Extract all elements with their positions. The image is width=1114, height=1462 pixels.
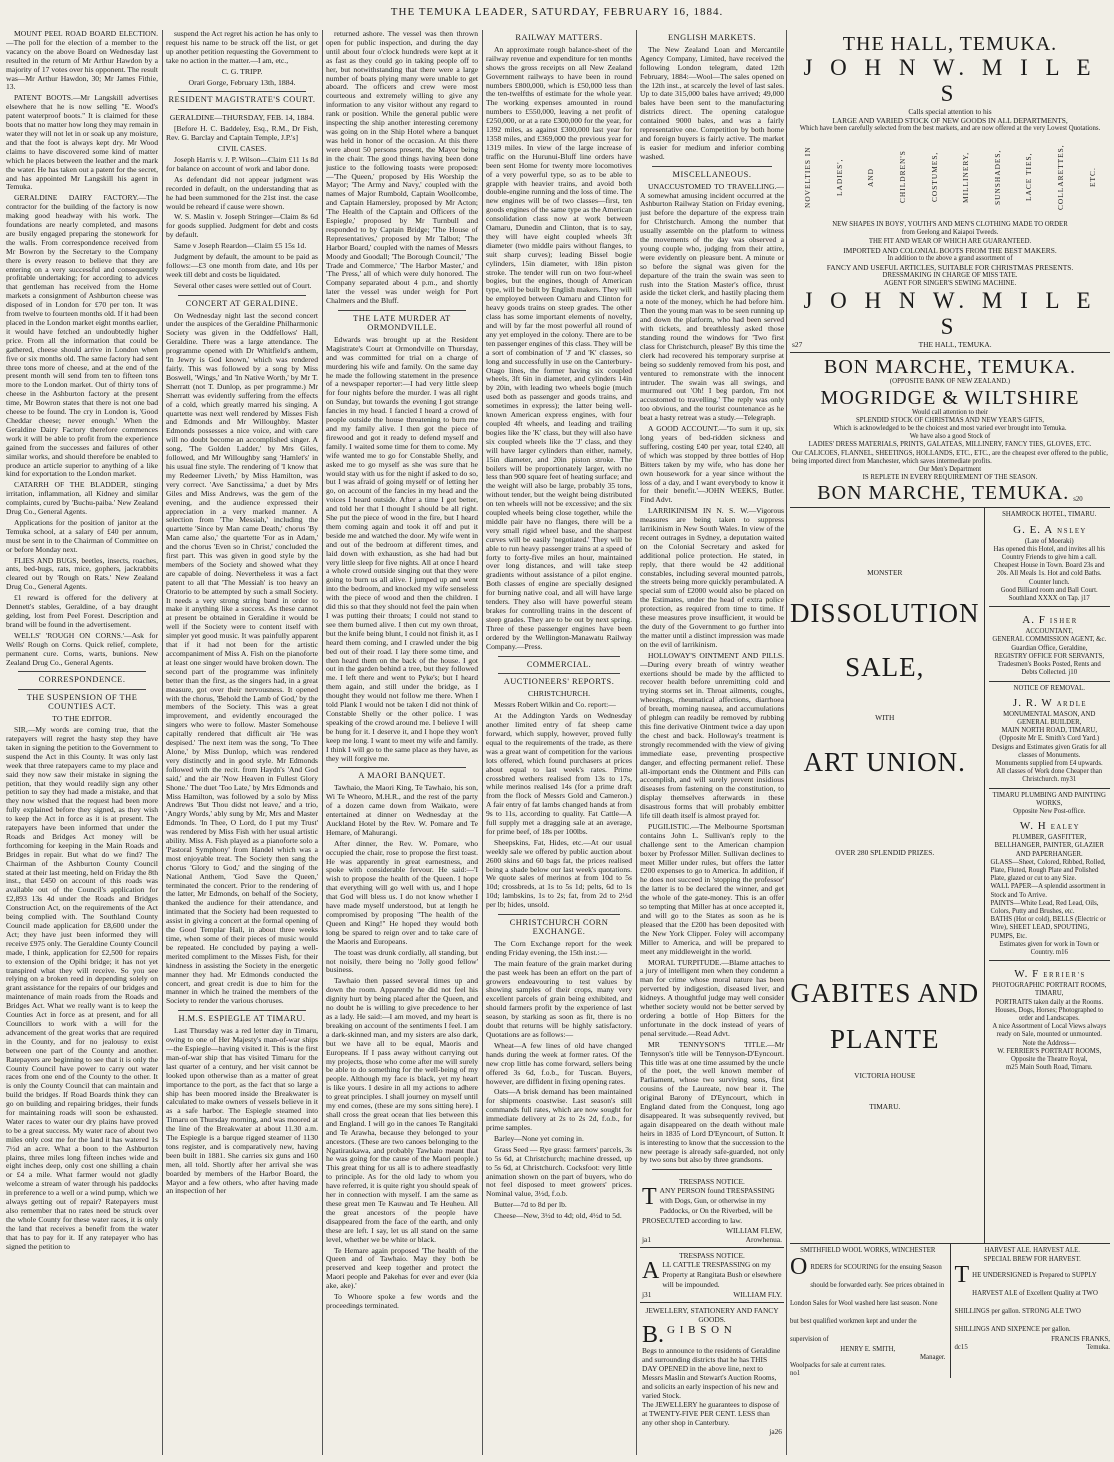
ad-line: LARGE AND VARIED STOCK OF NEW GOODS IN ALL DEPARTMENTS,: [832, 116, 1068, 125]
ad-line: SPLENDID STOCK OF CHRISTMAS AND NEW YEAR'S GIFTS,: [855, 416, 1045, 424]
article-paragraph: To Whoore spoke a few words and the proceedings terminated.: [326, 1292, 478, 1310]
ad-line: m25 Main South Road, Timaru.: [1006, 1064, 1093, 1072]
ad-line: Monuments supplied from £4 upwards.: [995, 759, 1103, 767]
ad-heading: SMITHFIELD WOOL WORKS, WINCHESTER: [800, 1247, 936, 1255]
ad-line: Note the Address—: [1022, 1039, 1077, 1047]
article-paragraph: At the Addington Yards on Wednesday another limited entry of fat sheep came forward, which supply, however, proved fully equal to the requirements of the trade, as there was a great want of competition for the various lots offered, which found purchasers at prices about equal to last week's rates. Prime crossbred wethers realised from 13s to 17s, while merinos realised 14s (for a prime draft from the flock of Messrs Gold and Cameron.) A fair entry of fat lambs changed hands at from 9s to 11s, according to quality. Fat Cattle—A full supply met a dragging sale at an average, for prime beef, of 18s per 100lbs.: [486, 711, 632, 836]
article-heading: THE SUSPENSION OF THE COUNTIES ACT.: [26, 693, 138, 712]
article-paragraph: MR TENNYSON'S TITLE.—Mr Tennyson's title will be Tennyson-D'Eyncourt. This title was at one time assumed by the uncle of the poet, the well known member of Parliament, whose two surviving sons, first cousins of the Laureate, now bear it. The original Barony of D'Eyncourt, which in England dated from the Conquest, long ago disappeared. It was subsequently revived, but again disappeared on the death without male heirs in 1835 of Lord D'Eyncourt, of Sutton. It is interesting to know that the succession to the new peerage is already safe-guarded, not only by two sons but also by three grandsons.: [640, 1039, 784, 1165]
ad-heading: SALE,: [845, 652, 925, 683]
section-rule: [498, 656, 620, 657]
ad-title: JEWELLERY, STATIONERY AND FANCY GOODS.: [645, 1305, 779, 1324]
drop-initial: T: [954, 1261, 970, 1288]
ad-line: THE HALL, TEMUKA.: [918, 340, 992, 350]
article-paragraph: WELLS' 'ROUGH ON CORNS.'—Ask for Wells' Rough on Corns. Quick relief, complete, permanent cure. Corns, warts, bunions. New Zealand Drug Co., General Agents.: [6, 630, 158, 667]
ad-line: In addition to the above a grand assortment of: [887, 254, 1013, 262]
article-heading: C. G. TRIPP.: [221, 66, 263, 76]
ad-line: REGISTRY OFFICE FOR SERVANTS,: [994, 652, 1105, 660]
notice-title: TRESPASS NOTICE.: [679, 1251, 745, 1260]
notice-title: TRESPASS NOTICE.: [679, 1177, 745, 1187]
article-heading: RAILWAY MATTERS.: [515, 33, 603, 42]
section-rule: [652, 166, 772, 167]
drop-initial: A: [642, 1258, 660, 1284]
ad-text: RDERS for SCOURING for the ensuing Season should be forwarded early. See prices obtained in London Sales for Wool washed here last season. None but best qualified workmen kept and under the supervision of: [790, 1263, 945, 1343]
ad-line: DRESSMAKING IN CHARGE OF MISS TATE.: [882, 272, 1018, 280]
article-heading: MISCELLANEOUS.: [672, 169, 752, 179]
article-paragraph: £1 reward is offered for the delivery at Dennett's stables, Geraldine, of a bay draught gelding, lost from Peel Forest. Description and brand will be found in the advertisement.: [6, 593, 158, 629]
ad-text: Begs to announce to the residents of Geraldine and surrounding districts that he has THIS DAY OPENED in the above line, next to Messrs Maslin and Stewart's Auction Rooms, and solicits an early inspection of his new and varied Stock.: [642, 1345, 781, 1400]
ad-heading: SHAMROCK HOTEL, TIMARU.: [1002, 511, 1097, 519]
article-paragraph: The toast was drunk cordially, all standing, but not noisily, there being no 'Jolly good fellow' business.: [326, 947, 478, 975]
fisher-ad: [989, 607, 1111, 681]
article-paragraph: Messrs Robert Wilkin and Co. report:—: [494, 700, 616, 710]
column-4: [486, 30, 632, 1455]
ad-code: m16: [1055, 948, 1068, 956]
section-rule: [338, 310, 466, 311]
article-paragraph: Last Thursday was a red letter day in Timaru, owing to one of Her Majesty's man-of-war ships—the Espiegle—having visited it. This is the first man-of-war ship that has visited Timaru for the last quarter of a century, and her visit cannot be looked upon otherwise than as a matter of great importance to the port, as the fact that so large a ship has been moored inside the Breakwater is calculated to make owners of vessels believe in it as a safe harbor. The Espiegle steamed into Timaru on Thursday morning, and was moored at the line of the Breakwater at about 11.30 a.m. The Espiegle is a barque rigged steamer of 1130 tons register, and is comparatively new, having been built in 1881. She carries six guns and 160 men, all told. Shortly after her arrival she was boarded by members of the Harbor Board, the Mayor and a few others, who after having made an inspection of her: [166, 1026, 318, 1196]
ad-line: PORTRAITS taken daily at the Rooms.: [995, 998, 1104, 1006]
section-rule: [178, 1010, 306, 1011]
notice-text: LL CATTLE TRESPASSING on my Property at Rangitata Bush or elsewhere will be impounded.: [662, 1260, 782, 1289]
ad-code: dc15: [954, 1344, 968, 1352]
article-heading: CHRISTCHURCH CORN EXCHANGE.: [509, 918, 609, 936]
section-rule: [178, 295, 306, 296]
notice-signature: WILLIAM FLY.: [733, 1289, 782, 1299]
article-paragraph: UNACCUSTOMED TO TRAVELLING.—A somewhat amusing incident occurred at the Ashburton Railway Station on Friday evening, just before the departure of the express train for Christchurch. Among the number that usually assemble on the platform to witness the movements of the day was observed a young couple who, judging from their attire, were evidently on pleasure bent. A minute or so before the signal was given for the departure of the train the swain was seen to rush into the Station Master's office, thrust aside the ticket clerk, and hastily placing them a note of the money, which he had before him. Then the young man was to be seen running up and down the platform, who had been served with tickets, and breathlessly asked those standing round the windows for 'Two first class for Christchurch, please!' By this time the clerk had recovered his temporary surprise at being so suddenly removed from his post, and ventured to remonstrate with the innocent intruder. The swain was all swings, and murmured out 'Oh! I beg pardon, I'm not accustomed to travelling.' The reply was only too obvious, and the tourist countenance as he beat a hasty retreat was a study.—Telegraph.: [640, 181, 784, 423]
ad-heading: DISSOLUTION: [790, 598, 980, 629]
vertical-item: LACE TIES,: [1024, 152, 1034, 202]
ad-heading: PLANTE: [830, 1024, 940, 1055]
section-rule: [18, 671, 146, 672]
article-paragraph: A GOOD ACCOUNT.—'To sum it up, six long years of bed-ridden sickness and suffering, costing £40 per year, total £240, all of which was stopped by three bottles of Hop Bitters taken by my wife, who has done her own housework for a year since without the loss of a day, and I want everybody to know it for their benefit.'—JOHN WEEKS, Butler. Find Advt.: [640, 424, 784, 505]
article-heading: CIVIL CASES.: [217, 144, 267, 154]
column-rule: [636, 30, 637, 1455]
section-rule: [652, 1169, 772, 1170]
notice-code: ja1: [642, 1235, 652, 1244]
vertical-item: NOVELTIES IN: [803, 146, 813, 209]
ad-line: (Late of Moeraki): [1024, 537, 1074, 545]
article-heading: A MAORI BANQUET.: [358, 771, 446, 781]
article-heading: THE LATE MURDER AT ORMONDVILLE.: [353, 314, 451, 332]
ad-line: THE FIT AND WEAR OF WHICH ARE GUARANTEED.: [868, 237, 1032, 245]
masthead: THE TEMUKA LEADER, SATURDAY, FEBRUARY 16, 1884.: [390, 6, 724, 18]
ad-code: j17: [1081, 595, 1090, 603]
notice-signature: WILLIAM FLEW,: [726, 1226, 782, 1235]
ad-heading: HARVEST ALE. HARVEST ALE.: [984, 1247, 1081, 1255]
column-rule: [322, 30, 323, 1455]
ad-line: We have also a good Stock of: [909, 433, 991, 441]
notice-place: Arowhenua.: [745, 1235, 782, 1244]
ad-line: ACCOUNTANT,: [1025, 628, 1073, 636]
ad-line: Tradesmen's Books Posted, Rents and Debts Collected.: [997, 661, 1101, 677]
ad-line: W. FERRIER'S PORTRAIT ROOMS, Opposite the Theatre Royal,: [997, 1047, 1102, 1064]
ad-code: no1: [790, 1370, 801, 1378]
article-paragraph: Joseph Harris v. J. P. Wilson—Claim £11 1s 8d for balance on account of work and labor done.: [166, 154, 318, 173]
ad-initial: W. F: [1014, 968, 1040, 981]
article-paragraph: returned ashore. The vessel was then thrown open for public inspection, and during the day until about four o'clock hundreds were kept at it as fast as they could go in taking people off to her, but notwithstanding that there were a large number of boats plying many were unable to get aboard. The officers and crew were most courteous and extremely willing to give any information to any visitor without any regard to rank or position. While the general public were inspecting the ship another interesting ceremony was going on in the Ship Hotel where a banquet was held in honor of the occasion. At this there were about 50 persons present, the Mayor being in the chair. The good things having been done justice to the following toasts were proposed:—'The Queen,' proposed by His Worship the Mayor; 'The Army and Navy,' coupled with the names of Major Rumbold, Captain Woollcombe, and Captain Hamersley, proposed by Mr Acton; 'The Health of the Captain and Officers of the Espiegle,' proposed by Mr Turnbull and responded to by Captain Bridge; 'The House of Representatives,' proposed by Mr Talbot; 'The Harbor Board,' coupled with the names of Messrs Moody and Goodall; 'The Borough Council,' 'The Trade and Commerce,' 'The Harbor Master,' and 'The Press,' all of which were duly honored. The Company separated about 4 p.m., and shortly later the vessel was under weigh for Port Chalmers and the Bluff.: [326, 30, 478, 306]
bon-marche-ad: [790, 353, 1110, 508]
ad-line: Guardian Office, Geraldine,: [1011, 644, 1088, 652]
ad-code: j10: [1068, 669, 1078, 677]
ad-name: N S L E Y: [1057, 527, 1086, 535]
ad-line: (Opposite Mr E. Smith's Cord Yard.): [999, 735, 1100, 743]
article-heading: ENGLISH MARKETS.: [667, 33, 757, 42]
article-paragraph: The main feature of the grain market during the past week has been an effort on the part of growers endeavouring to test values by showing samples of their crops, many very excellent parcels of grain being exhibited, and should farmers profit by the experience of last season, by starking as soon as fit, there is no doubt that returns will be highly satisfactory. Quotations are as follows:—: [486, 958, 632, 1039]
column-rule: [162, 30, 163, 1455]
trespass-notice-fly: [640, 1248, 784, 1303]
article-paragraph: An approximate rough balance-sheet of the railway revenue and expenditure for ten months shows the gross receipts on all New Zealand Government railways to have been in round numbers £800,000, which is £50,000 less than the ten-twelfths of estimate for the whole year. The working expenses amounted in round numbers to £550,000, leaving a net profit of £250,000, or at a rate £300,000 for the year, for 1392 miles, as against £300,000 last year for 1358 miles, and £369,000 the previous year for 1319 miles. In view of the large increase of traffic on the Hurunui-Bluff line orders have been sent Home for twenty more locomotives of a very powerful type, so as to be able to grapple with heavier trains, and avoid both double-engine running and the loss of time. The new engines will be of two classes—first, ten goods engines of the same type as the American consolidation class now at work between Oamaru, Dunedin and Clinton, that is to say, they will have eight coupled wheels 3ft diameter (two middle pairs without flanges, to suit sharp curves); leading Bissel bogie cylinders, 15in diameter, with 18in piston stroke. The tender will run on two four-wheel bogies, but the engines, though of American type, will be built by English makers. They will be employed between Oamaru and Clinton for heavy goods trains on steep grades. The other class has some important elements of novelty, and will by far the most powerful all round of any yet employed in the colony. There are to be ten passenger engines of this class. They will be a sort of combination of 'J' and 'K' classes, so long and successfully in use on the Canterbury-Otago lines, the former having six coupled wheels, 3ft 6in in diameter, and cylinders 14in by 20in, with leading two wheels bogie (much used both as passenger and goods trains, and sometimes in express); the latter being well-known American express engines, with four coupled 4ft wheels, and leading and trailing bogies like the 'K' class, but they will also have six coupled wheels like the 'J' class, and they will have larger cylinders than either, namely, 15in diameter, and 20in piston stroke. The boilers will be proportionately larger, with no less than 900 square feet of heating surface; and the weight will also be large, probably 35 tons, without tender, but the weight being distributed on ten wheels will not be excessive; and the six coupled wheels being close together, while the middle pair have no flanges, there will be a very small rigid wheel base, and the sharpest curves will be easily 'negotiated.' They will be able to run heavy passenger trains at a speed of forty to forty-five miles an hour, maintained over long distances, and will take steep gradients without assistance of a pilot engine. Both classes of engine are specially designed for burning native coal, and all will have large tenders. They also will have powerful steam brakes for controlling trains in the descent of steep grades. They are to be out by next spring. Three of these passenger engines have been ordered by the Wellington-Manawatu Railway Company.—Press.: [486, 44, 632, 651]
ad-line: Has opened this Hotel, and invites all his Country Friends to give him a call.: [993, 545, 1105, 562]
article-heading: CORRESPONDENCE.: [38, 675, 126, 685]
section-rule: [178, 109, 306, 110]
article-paragraph: W. S. Maslin v. Joseph Stringer—Claim 8s 6d for goods supplied. Judgment for debt and costs by default.: [166, 212, 318, 240]
ad-initial: A. F: [1022, 614, 1046, 627]
article-heading: AUCTIONEERS' REPORTS.: [503, 677, 615, 687]
ad-line: PLUMBER, GASFITTER, BELLHANGER, PAINTER, GLAZIER AND PAPERHANGER.: [994, 834, 1104, 858]
ad-line: Our CALICOES, FLANNEL, SHEETINGS, HOLLANDS, ETC., ETC., are the cheapest ever offered to the public, being imported direct from Manchester, which saves intermediate profits.: [792, 449, 1108, 465]
notice-text: ANY PERSON found TRESPASSING with Dogs, Gun, or otherwise in my Paddocks, or On the Riverbed, will be PROSECUTED according to law.: [642, 1186, 775, 1226]
ad-name: E A L E Y: [1050, 824, 1079, 832]
vertical-item: AND: [866, 167, 876, 187]
ad-line: A nice Assortment of Local Views always ready on Sale, mounted or unmounted.: [992, 1023, 1107, 1039]
article-paragraph: suspend the Act regret his action he has only to request his name to be struck off the list, or get up another petition requesting the Government to take no action in the matter.—I am, etc.,: [166, 30, 318, 65]
ad-name: G I B S O N: [667, 1323, 733, 1336]
ad-line: TIMARU.: [869, 1102, 901, 1112]
ad-line: Which have been carefully selected from the best markets, and are now offered at the very Lowest Quotations.: [799, 125, 1101, 132]
article-paragraph: Barley—None yet coming in.: [494, 1133, 584, 1143]
article-paragraph: On Wednesday night last the second concert under the auspices of the Geraldine Philharmonic Society was given in the Oddfellows' Hall, Geraldine. There was a large attendance. The programme opened with Dr Whitfield's anthem, 'In Jewry is God known,' which was rendered fairly. This was followed by a song by Miss Boswell, 'Wings,' and 'In Native Worth,' by Mr T. Sherratt (not T. Dunlop, as per programme.) Mr Sherratt was evidently suffering from the effects of a cold, which greatly marred his singing. A quartette was next well rendered by Misses Fish and Edmonds and Mr Willoughby. Master Edmonds possesses a nice voice, and with care will no doubt become an accomplished singer. A song, 'The Golden Ladder,' by Mrs Giles, followed, and Mr Willoughby sang 'Hamlet's' in his usual fine style. The rendering of 'I know that my Redeemer Liveth,' by Miss Hamilton, was very correct. 'Ave Sanctissima,' a duet by Mrs Giles and Miss Andrews, was the gem of the evening, and the audience expressed their appreciation in a very marked manner. A selection from 'The Messiah,' including the quartette 'Since by Man came Death,' chorus 'By Man came also,' the quartette 'For as in Adam,' and the chorus 'Even so in Christ,' concluded the first part. This was given in good style by the members of the Society and showed what they are capable of doing. Nevertheless it was a fact patent to all that 'The Messiah' is too heavy an Oratorio to be attempted by such a small Society. It needs a very strong string band in order to make it anything like a success. As these cannot at present be obtained in Geraldine it would be well if the Society were to content itself with simpler yet good music. It was painfully apparent that if it had not been for the artistic accompaniment of Miss A. Fish on the pianoforte at least one singer would have broken down. The second part of the programme was infinitely better than the first, as the singers had, in a great measure, got over their nervousness. It opened with the chorus, 'Behold the Lamb of God,' by the members of the Society. This was a great improvement, and evidently encouraged the singers who were to follow. Master Somehouse capitally rendered that difficult air 'He was despised.' The next item was the song, 'To Thee Alone,' by Miss Dunlop, which was rendered very distinctly and in good style. Mr Edmonds followed with the recit. from Haydn's 'And God said,' and the air 'Now Heaven in Fullest Glory Shone.' The duet 'Too Late,' by Mrs Edmonds and Miss Hamilton, was followed by a solo by Miss Andrews 'But Thou didst not leave,' and a trio, 'Angry Words,' ably sung by Mr, Mrs and Master Edmonds. 'In Thee, O Lord, do I put my Trust' was rendered by Miss Fish with her usual artistic ability. Miss A. Fish played as a pianoforte solo a 'Pastoral Symphony' from Handel which was a most enjoyable treat. The Society then sang the chorus 'Glory to God,' and the singing of the National Anthem, 'God Save the Queen,' terminated the concert. Prior to the rendering of the latter, Mr Edmonds, on behalf of the Society, thanked the audience for their attendance, and intimated that the Society had been requested to assist in giving a concert at the formal opening of the Good Templar Hall, in about three weeks time, when some of their pieces of music would be repeated. He concluded by paying a well-merited compliment to the Misses Fish, for their kindness in assisting the Society in the energetic manner they had. Mr Edmonds conducted the concert, and great credit is due to him for the manner in which he trained the members of the Society to render the various choruses.: [166, 310, 318, 1006]
ad-line: GENERAL COMMISSION AGENT, &c.: [992, 636, 1107, 644]
vertical-item: ETC.: [1087, 167, 1097, 188]
column-2: [166, 30, 318, 1455]
ad-name: J O H N W. M I L E S: [803, 288, 1097, 340]
article-paragraph: SIR,—My words are coming true, that the ratepayers will regret the hasty step they have taken in signing the petition to the Government to suspend the Act in this County. It was only last week that three ratepayers came to my place and said they now saw their mistake in signing the petition, that they would readily sign any other petition to say they had made a mistake, and that they now wished that the request had been more fully explained before they signed, as they wish to keep the Act in force as it is at present. The ratepayers have been informed that under the Roads and Bridges Act money will be forthcoming for keeping in the Main Roads and Bridges in repair. But what do we find? The Chairman of the Ashburton County Council stated at their last meeting, held on Friday the 8th inst., that £450 on account of this roads was available out of the Council's application for £2,893 13s 4d under the Roads and Bridges Construction Act, on the requirements of the Act being complied with. The Southland County Council made application for £8,600 under the Act; they have just been informed they will receive £975 only. The Geraldine County Council made, I think, application for £2,500 for repairs to extension of the Opihi bridge; it has not yet transpired what they will receive. So you see relying on a broken reed in depending solely on grant assistance for the repairs of our bridges and maintenance of main roads from the Roads and Bridges Act. What we really want is to keep the Counties Act in force as at present, and for all Councillors to work with a will for the advancement of the great works that are required in the County, and for no jealousy to exist between one part of the County and another. Ratepayers are beginning to see that it is only the County Council have power to carry out water races from one end of the County to the other. It is only the County Council that can maintain and build the bridges. If Road Boards think they can go on building and repairing bridges, their funds for maintaining roads will soon be exhausted. Water races to water our dry plains have proved to be a great success. My water race of about two miles only cost me for the land it has watered 1s 7½d an acre. What a boon to the Ashburton plains, three miles long fifteen inches wide and eight inches deep, only cost one shilling a chain or £4 a mile. What farmer would not gladly welcome a stream of water through his paddocks in preference to a well or a wind pump, which we always getting out of repair? Ratepayers must also remember that no rates need be struck over the whole County for these water races, it is only the land that receives a benefit from the water that has to pay for it. If any ratepayer who has signed the petition to: [6, 725, 158, 1251]
vertical-item: COSTUMES,: [929, 152, 939, 203]
article-heading: CHRISTCHURCH.: [527, 689, 591, 699]
article-heading: H.M.S. ESPIEGLE AT TIMARU.: [178, 1014, 306, 1024]
notice-code: j31: [642, 1289, 652, 1299]
column-3: [326, 30, 478, 1455]
article-paragraph: Tawhaio then passed several times up and down the room. Apparently he did not feel his dignity hurt by being placed after the Queen, and no doubt he is willing to give precedence to her as a lady. He said:—I am moved, and my heart is breaking on account of the sentiments I feel. I am a dark-skinned man, and my sisters are also dark, but we have all to be equal, Maoris and Europeans. If I pass away without carrying out my projects, those who come after me will surely be able to do something for the well-being of my people. Although my face is black, yet my heart is like yours. I desire in all my actions to adhere to great principles. I shall journey on myself until my end comes, (these are my sons sitting here). I shall cross the great ocean that lies between this and England. I will go in the canoes Te Rangitaki and Te Arawha, because they belonged to your ancestors. (These are two canoes belonging to the Ngatiraukawa, and probably Tawhaio meant that he was going for the cause of the Maori people.) This great thing for us all is to adhere steadfastly to principle. As for the old lady to whom you have referred, it is quite right you should speak of her in connection with myself. I am the same as these great men Te Kauwau and Te Heuheu. All the great ancestors of the people have disappeared from the face of the earth, and only these are left. I say, let us all stand on the same level, whether we be white or black.: [326, 976, 478, 1244]
article-heading: COMMERCIAL.: [526, 659, 592, 669]
article-paragraph: Judgment by default, the amount to be paid as follows:—£3 one month from date, and 10s per week till debt and costs be liquidated.: [166, 252, 318, 279]
ad-name: J O H N W. M I L E S: [803, 55, 1097, 106]
ad-line: Opposite New Post-office.: [1013, 807, 1086, 815]
article-heading: GERALDINE—THURSDAY, FEB. 14, 1884.: [169, 113, 315, 123]
ad-initial: J. R. W: [1012, 696, 1053, 709]
healey-ad: [989, 789, 1111, 962]
ad-heading: THE HALL, TEMUKA.: [842, 33, 1058, 55]
ad-line: WALL PAPER—A splendid assortment in Stock and To Arrive.: [990, 883, 1106, 899]
column-1: [6, 30, 158, 1455]
ad-line: WITH: [875, 713, 895, 723]
ad-initial: W. H: [1019, 820, 1047, 833]
wardle-ad: [989, 682, 1111, 789]
column-5-articles: [640, 34, 784, 1170]
ferrier-ad: [989, 961, 1111, 1075]
ad-line: (OPPOSITE BANK OF NEW ZEALAND.): [889, 378, 1011, 386]
ad-heading: BON MARCHE, TEMUKA.: [817, 482, 1070, 505]
article-paragraph: After dinner, the Rev. W. Pomare, who occupied the chair, rose to propose the first toast. He was apparently in great earnestness, and spoke with considerable fervour. He said:—'I wish to propose the health of the Queen. I hope that everything will go well with us, and I hope that God will bless us. I do not know whether I have made myself understood, but at length he compromised by proposing "The health of the Queen and King!" He hoped they would both long be spared to reign over and to take care of the Maoris and Europeans.: [326, 838, 478, 946]
article-paragraph: HOLLOWAY'S OINTMENT AND PILLS.—During every breath of wintry weather exertions should be made by the afflicted to recover health before unremitting cold and trying storms set in. Throat ailments, coughs, wheezings, rheumatical affections, diarrhoea of breath, morning nausea, and accumulations of phlegm can readily be removed by rubbing this fine derivative Ointment twice a day upon the chest and back. Holloway's treatment is strongly recommended with the view of giving immediate ease, preventing prospective danger, and effecting permanent relief. These all-important ends the Ointment and Pills can accomplish, and will surely prevent insidious diseases from fastening on the constitution, to display themselves afterwards in these disastrous forms that will probably embitter life till death itself is almost prayed for.: [640, 650, 784, 821]
ad-line: Designs and Estimates given Gratis for all classes of Monuments.: [991, 743, 1107, 759]
vertical-item: SUNSHADES,: [992, 149, 1002, 205]
miles-ad: [790, 30, 1110, 353]
dissolution-sale-ad: [790, 508, 985, 1243]
ad-line: FANCY AND USEFUL ARTICLES, SUITABLE FOR CHRISTMAS PRESENTS.: [826, 263, 1074, 273]
ad-line: Estimates given for work in Town or Country.: [999, 940, 1100, 956]
article-heading: RESIDENT MAGISTRATE'S COURT.: [168, 95, 316, 105]
article-paragraph: Grass Seed — Rye grass: farmers' parcels, 3s to 5s 6d, at Christchurch; machine dressed, up to 5s 6d, at Christchurch. Cocksfoot: very little animation shown on the part of buyers, who do not feel disposed to meet growers' prices. Nominal value, 3½d, f.o.b.: [486, 1144, 632, 1199]
article-paragraph: Butter—7d to 8d per lb.: [494, 1200, 567, 1210]
article-paragraph: The New Zealand Loan and Mercantile Agency Company, Limited, have received the following London telegram, dated 12th February, 1884:—Wool—The sales opened on the 12th inst., at scarcely the level of last sales. Up to date 315,000 bales have arrived; 49,000 bales have been sent to the manufacturing districts direct. The opening catalogue contained 9000 bales, and was a fairly representative one. Competition by both home and foreign buyers is fairly active. The market is easier for medium and inferior combing washed.: [640, 44, 784, 161]
ad-line: IMPORTED AND COLONIAL BOOTS FROM THE BEST MAKERS.: [843, 245, 1057, 255]
ansley-ad: [989, 508, 1111, 607]
ad-line: PAINTS—White Lead, Red Lead, Oils, Colors, Putty and Brushes, etc.: [990, 899, 1099, 915]
advertisement-column: [790, 30, 1110, 1455]
ad-line: All classes of Work done Cheaper than Christchurch.: [996, 768, 1103, 784]
ad-line: from Geelong and Kaiapoi Tweeds.: [901, 229, 999, 237]
ad-heading: ART UNION.: [803, 747, 966, 778]
ad-line: Temuka.: [1086, 1344, 1110, 1352]
article-paragraph: MORAL TURPITUDE.—Blame attaches to a jury of intelligent men when they condemn a man for crime whose moral nature has been perverted by indigestion, diseased liver, and kidneys. A thoughtful judge may well consider whether society would not be better served by ordering a bottle of Hop Bitters for the unfortunate in the dock instead of years of penal servitude.—Read Advt.: [640, 957, 784, 1038]
article-paragraph: PATENT BOOTS.—Mr Langskill advertises elsewhere that he is now selling "E. Wood's patent waterproof boots." It is claimed for these boots that no matter how long they may remain in water they will not let in or soak up any moisture, and that the foot is always kept dry. Mr Wood claims to have discovered some kind of matter which he places between the leather and the mark the water. He has taken out a patent for the secret, and has appointed Mr Langskill his agent in Temuka.: [6, 93, 158, 192]
ad-code: ja26: [769, 1426, 782, 1436]
article-paragraph: Tawhaio, the Maori King, Te Tawhaio, his son, Wi Te Wheoro, M.H.R., and the rest of the party of a dozen came down from Waikato, were entertained at dinner on Wednesday at the Auckland Hotel by the Rev. W. Pomare and Te Hemare, of Mahurangi.: [326, 783, 478, 837]
ad-code: s20: [1073, 496, 1083, 504]
column-rule: [482, 30, 483, 1455]
ad-code: s27: [792, 340, 803, 350]
ad-line: Woolpacks for sale at current rates.: [790, 1362, 886, 1370]
ad-line: Calls special attention to his: [908, 107, 992, 116]
article-paragraph: As defendant did not appear judgment was recorded in default, on the understanding that as he had been summoned for the 21st inst. the case would be reheard if cause were shown.: [166, 174, 318, 211]
article-paragraph: CATARRH OF THE BLADDER, stinging irritation, inflammation, all Kidney and similar complaints, cured by 'Buchu-paiba.' New Zealand Drug Co., General Agents.: [6, 480, 158, 517]
ad-text: HE UNDERSIGNED is Prepared to SUPPLY HARVEST ALE of Excellent Quality at TWO SHILLINGS per gallon. STRONG ALE TWO SHILLINGS AND SIXPENCE per gallon.: [954, 1271, 1098, 1333]
ad-name: I S H E R: [1049, 618, 1077, 626]
ad-name: A R D L E: [1056, 700, 1086, 708]
article-paragraph: Oats—A brisk demand has been maintained for shipments coastwise. Last season's still commands full rates, which are now sought for immediate delivery at 2s to 2s 2d, f.o.b., for prime samples.: [486, 1087, 632, 1133]
ad-name: E R R I E R ' S: [1043, 972, 1085, 980]
ad-line: MONUMENTAL MASON, AND GENERAL BUILDER,: [1003, 710, 1096, 726]
gibson-jewellery-ad: [640, 1303, 784, 1439]
ad-name: MOGRIDGE & WILTSHIRE: [820, 386, 1080, 409]
ad-heading: NOTICE OF REMOVAL.: [1013, 684, 1085, 692]
vertical-item: CHILDREN'S: [898, 150, 908, 204]
vertical-list: [792, 136, 1108, 218]
drop-initial: T: [642, 1184, 657, 1211]
ad-heading: BON MARCHE, TEMUKA.: [824, 356, 1076, 379]
article-paragraph: Applications for the position of janitor at the Temuka school, at a salary of £40 per annum, must be sent in to the Chairman of Committee on or before Monday next.: [6, 517, 158, 554]
article-paragraph: Wheat—A few lines of old have changed hands during the week at former rates. Of the new crop little has come forward, sellers being offered 3s 6d, f.o.b., for Tuscan. Buyers, however, are diffident in fixing opening rates.: [486, 1040, 632, 1086]
ad-line: IS REPLETE IN EVERY REQUIREMENT OF THE SEASON.: [862, 474, 1038, 482]
article-paragraph: FLIES AND BUGS, beetles, insects, roaches, ants, bed-bugs, rats, mice, gophers, jackrabbits cleared out by 'Rough on Rats.' New Zealand Drug Co., General Agents.: [6, 555, 158, 592]
column-rule: [786, 30, 787, 1455]
ad-line: MAIN NORTH ROAD, TIMARU,: [1001, 727, 1098, 735]
section-rule: [498, 673, 620, 674]
article-paragraph: PUGILISTIC.—The Melbourne Sportsman contains John L. Sullivan's reply to the challenge sent to the American champion boxer by Professor Miller. Sullivan declines to meet Miller under rules, but offers the latter £200 expenses to go to America. In addition, if he does not succeed in 'stopping the professor' the latter is to be declared the winner, and get the whole of the gate-money. This is an offer so tempting that Miller has at once accepted it, and will go to the States as soon as he is pleased that the £200 has been deposited with the New York Clipper. Foley will accompany Miller to America, and will be prepared to meet any middleweight in the world.: [640, 821, 784, 956]
article-heading: Orari Gorge, February 13th, 1884.: [188, 77, 296, 87]
small-ads: [985, 508, 1111, 1243]
harvest-ale-ad: [951, 1244, 1111, 1378]
ad-line: Manager.: [920, 1353, 946, 1361]
ad-line: SPECIAL BREW FOR HARVEST.: [983, 1255, 1081, 1263]
section-rule: [18, 689, 146, 690]
ad-line: VICTORIA HOUSE: [854, 1071, 916, 1081]
vertical-item: COLLARETTES,: [1056, 144, 1066, 210]
ad-line: GLASS—Sheet, Colored, Ribbed, Rolled, Plate, Fluted, Rough Plate and Polished Plate, glazed or cut to any Size.: [990, 858, 1106, 883]
article-paragraph: [Before H. C. Baddeley, Esq., R.M., Dr Fish, Rev. G. Barclay and Captain Temple, J.P.'s]: [166, 124, 318, 143]
trespass-notice-flew: [640, 1174, 784, 1248]
ad-signature: HENRY E. SMITH,: [840, 1345, 896, 1353]
ad-line: Southland XXXX on Tap.: [1008, 595, 1080, 603]
drop-initial: O: [790, 1253, 808, 1280]
article-heading: CONCERT AT GERALDINE.: [185, 298, 299, 308]
ad-heading: TIMARU PLUMBING AND PAINTING WORKS,: [992, 791, 1106, 807]
ad-line: Which is acknowledged to be the choicest and most varied ever brought into Temuka.: [833, 425, 1067, 433]
vertical-item: LADIES',: [834, 158, 844, 196]
article-paragraph: The Corn Exchange report for the week ending Friday evening, the 15th inst.:—: [486, 938, 632, 957]
ad-line: MONSTER: [867, 568, 903, 578]
ad-line: Cheapest House in Town. Board 23s and 20s. All Meals 1s. Hot and cold Baths. Counter lunch.: [993, 562, 1105, 586]
drop-initial: B.: [642, 1321, 665, 1348]
ad-line: Good Billiard room and Ball Court.: [1000, 586, 1098, 594]
column-5: [640, 30, 784, 1455]
smithfield-ad: [790, 1244, 951, 1378]
ad-code: my31: [1060, 776, 1077, 784]
ad-line: AGENT FOR SINGER'S SEWING MACHINE.: [883, 280, 1017, 288]
article-paragraph: Same v Joseph Reardon—Claim £5 15s 1d.: [174, 241, 307, 251]
ad-signature: FRANCIS FRANKS,: [1051, 1335, 1110, 1343]
ad-text-2: The JEWELLERY he guarantees to dispose of at TWENTY-FIVE PER CENT. LESS than any other shop in Canterbury.: [642, 1399, 780, 1427]
article-paragraph: MOUNT PEEL ROAD BOARD ELECTION.—The poll for the election of a member to the vacancy on the above Board on Wednesday last resulted in the return of Mr Arthur Hawdon by a majority of 17 votes over his opponent. The result was—Mr Arthur Hawdon, 30; Mr James Fithie, 13.: [6, 30, 158, 92]
ad-line: Would call attention to their: [911, 408, 989, 416]
vertical-item: MILLINERY,: [961, 151, 971, 203]
article-paragraph: LARRIKINISM IN N. S. W.—Vigorous measures are being taken to suppress larrikinism in New South Wales. In view of the recent outrages in Sydney, a deputation waited on the Colonial Secretary and asked for additional police protection. He stated, in reply, that there would be 42 additional constables, including several mounted patrols, the streets being more quickly perambulated. A special sum of £2000 would also be placed on the Estimates, under the head of extra police protection, as required from time to time. If these measures prove insufficient, it would be the duty of the Government to go further into the matter until a distinct impression was made on the evil of larrikinism.: [640, 506, 784, 649]
article-paragraph: Edwards was brought up at the Resident Magistrate's Court at Ormondville on Thursday, and was committed for trial on a charge of murdering his wife and family. On the same day he made the following statement in the presence of a newspaper reporter:—I had very little sleep for four nights before the murder. I was all right on Sunday, but towards the evening I got strange fancies in my head. I fancied I heard a crowd of people outside the house threatening to burn me and my family alive. I then got the piece of firewood and got it ready to defend myself and family. I waited some time for them to come. My wife wanted me to go for Constable Shelly, and asked me to go myself as she was sure that he would stay with us for the night if asked to do so, but I was afraid of going myself or of letting her go, on account of the fancies in my head and the voices I heard outside. After a time I got better, and told her that I thought I should be all right. She put the piece of wood in the fire, but I heard them coming again and took it off and put it beside me and watched the door. My wife went in and out of the bedroom at different times, and laid down with exhaustion, as she had had but very little sleep for five nights. All at once I heard a whole crowd outside singing out that they were going to burn us all alive. I jumped up and went into the bedroom, and knocked my wife senseless with the piece of wood and then the children. I did this so that they should not feel the pain when I was putting their throats; I could not stand to see them burned alive. I then cut my own throat, but the knife being blunt, I could not finish it, as I heard them coming, and I crawled under the big bed out of their road. I lay there some time, and then heard them on the back of the house. I got out in the garden behind a tree, but they followed me. I left there and went to Pyke's; but I heard them again, and still under the bridge, as I thought they would not follow me there. When I told Plank I would not be taken I did not think of Constable Shelly or the other police. I was speaking of the crowd around me. I believe I will be hung for it. I deserve it, and I hope they won't keep me long. I want to meet my wife and family. I think I will go to the same place as they have, as they will forgive me.: [326, 334, 478, 763]
ad-line: PHOTOGRAPHIC PORTRAIT ROOMS, TIMARU,: [992, 982, 1107, 998]
section-rule: [338, 767, 466, 768]
ad-heading: GABITES AND: [790, 978, 980, 1009]
ad-initial: G. E. A: [1013, 523, 1054, 536]
article-paragraph: GERALDINE DAIRY FACTORY.—The contractor for the building of the factory is now making good headway with his work. The foundations are nearly completed, and masons are busily engaged preparing the stonework for the walls. From correspondence received from Mr Bowron by the Secretary to the Company there is every reason to believe that they are entering on a very successful and consequently profitable undertaking; for according to advices that gentleman has received from the Home markets a consignment of Ashburton cheese was disposed of in London for £70 per ton. It was from twelve to fourteen months old. If it had been placed in the London market eight months earlier, it would have fetched an undoubtedly higher price. From all the information that could be gathered, cheese should arrive in London when five or six months old. The same factory had sent three tons more of cheese, and at the end of the present month will send from ten to fifteen tons more to the London market. Out of thirty tons of cheese in the Ashburton factory at the present time, Mr Bowron states that there is not one bad cheese to be found. The cry in London is, 'Good Cheddar cheese; never enough.' When the Geraldine Dairy Factory therefore commences work it will be able to profit from the experience gained from the successes and failures of other similar works, and should therefore be enabled to produce an article superior to anything of a like kind for exportation to the London market.: [6, 193, 158, 479]
section-rule: [498, 914, 620, 915]
ad-line: NEW SHAPES IN BOYS', YOUTH'S AND MEN'S CLOTHING MADE TO ORDER: [832, 221, 1068, 229]
ad-line: OVER 280 SPLENDID PRIZES.: [835, 848, 935, 858]
article-paragraph: Several other cases were settled out of Court.: [174, 280, 312, 290]
ad-line: Houses, Dogs, Horses; Photographed to order and Landscapes.: [995, 1006, 1104, 1022]
section-rule: [178, 91, 306, 92]
ad-line: BATHS (Hot or cold), BELLS (Electric or Wire), SHEET LEAD, SPOUTING, PUMPS, Etc.: [990, 916, 1106, 940]
article-paragraph: Sheepskins, Fat, Hides, etc.—At our usual weekly sale we offered by public auction about 2600 skins and 60 bags fat, the prices realised being a shade below our last week's quotations. We quote sales of merinos at from 10d to 5s 10d; crossbreds, at 1s to 5s 1d; pelts, 6d to 1s 10d; lambskins, 1s to 2s; fat, from 2d to 2½d per lb; hides, unsold.: [486, 837, 632, 910]
ad-line: Our Men's Department: [918, 466, 982, 474]
article-paragraph: Cheese—New, 3½d to 4d; old, 4½d to 5d.: [494, 1211, 622, 1221]
ad-line: LADIES' DRESS MATERIALS, PRINTS, GALATEAS, MILLINERY, FANCY TIES, GLOVES, ETC.: [808, 441, 1092, 449]
article-heading: TO THE EDITOR.: [52, 714, 112, 724]
article-paragraph: Te Hemare again proposed 'The health of the Queen and of Tawhaio. May they both be preserved and keep together and protect the Maori people and Pakehas for ever and ever (kia ake, ake).': [326, 1245, 478, 1291]
